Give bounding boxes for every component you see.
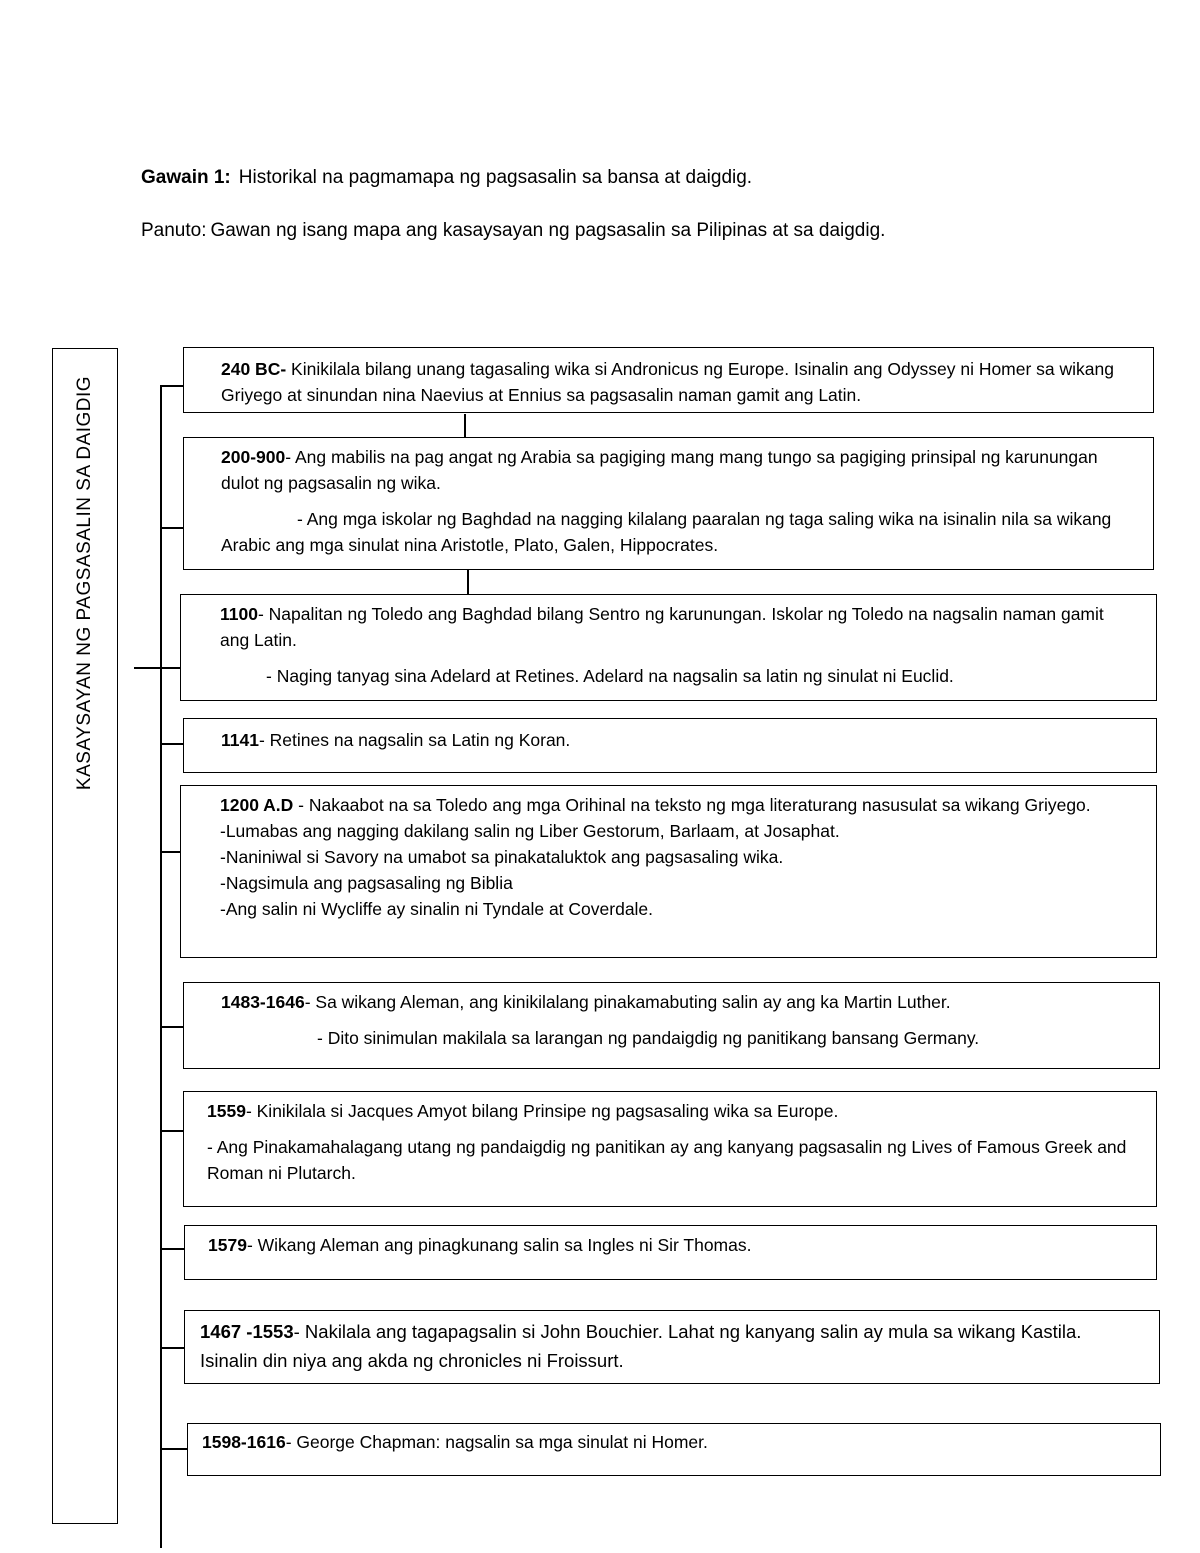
entry-year: 1467 -1553 [200, 1321, 294, 1342]
timeline-entry-1100 [180, 594, 1157, 701]
timeline-entry-1200ad [180, 785, 1157, 958]
entry-detail: - Ang Pinakamahalagang utang ng pandaigdig ng panitikan ay ang kanyang pagsasalin ng Lives of Famous Greek and Roman ni Plutarch. [207, 1137, 1127, 1183]
side-title: KASAYSAYAN NG PAGSASALIN SA DAIGDIG [74, 375, 95, 791]
timeline-entry-1598-1616 [187, 1423, 1161, 1476]
entry-text: Kinikilala bilang unang tagasaling wika si Andronicus ng Europe. Isinalin ang Odyssey ni Homer sa wikang Griyego at sinundan nina Naevius at Ennius sa pagsasalin naman gamit ang Latin. [221, 359, 1115, 405]
activity-label: Gawain 1: [141, 167, 231, 188]
entry-text: - Kinikilala si Jacques Amyot bilang Prinsipe ng pagsasaling wika sa Europe. [245, 1101, 839, 1121]
entry-line: -Lumabas ang nagging dakilang salin ng Liber Gestorum, Barlaam, at Josaphat. [220, 821, 840, 841]
instruction-label: Panuto: [141, 220, 207, 241]
timeline-entry-1483-1646 [183, 982, 1160, 1069]
timeline-entry-240bc [183, 347, 1154, 413]
entry-text: - Sa wikang Aleman, ang kinikilalang pinakamabuting salin ay ang ka Martin Luther. [304, 992, 951, 1012]
entry-line: -Nagsimula ang pagsasaling ng Biblia [220, 873, 513, 893]
entry-year: 1598-1616 [202, 1432, 286, 1452]
instruction-text: Gawan ng isang mapa ang kasaysayan ng pagsasalin sa Pilipinas at sa daigdig. [210, 220, 886, 241]
timeline-entry-1579 [184, 1225, 1157, 1280]
entry-text: - George Chapman: nagsalin sa mga sinulat ni Homer. [285, 1432, 708, 1452]
entry-year: 1559 [207, 1101, 246, 1121]
entry-text: - Ang mabilis na pag angat ng Arabia sa pagiging mang mang tungo sa pagiging prinsipal ng karunungan dulot ng pagsasalin ng wika. [221, 447, 1098, 493]
timeline-entry-1141 [183, 718, 1157, 773]
activity-title: Historikal na pagmamapa ng pagsasalin sa bansa at daigdig. [238, 167, 753, 188]
timeline-entry-200-900 [183, 437, 1154, 570]
entry-year: 200-900 [221, 447, 286, 467]
entry-line: -Ang salin ni Wycliffe ay sinalin ni Tyndale at Coverdale. [220, 899, 654, 919]
entry-year: 1579 [208, 1235, 247, 1255]
entry-text: - Napalitan ng Toledo ang Baghdad bilang Sentro ng karunungan. Iskolar ng Toledo na nagsalin naman gamit ang Latin. [220, 604, 1104, 650]
timeline-entry-1467-1553 [184, 1310, 1160, 1384]
entry-year: 1100 [220, 604, 258, 624]
entry-detail: - Naging tanyag sina Adelard at Retines. Adelard na nagsalin sa latin ng sinulat ni Euclid. [266, 666, 954, 686]
entry-text: - Nakilala ang tagapagsalin si John Bouchier. Lahat ng kanyang salin ay mula sa wikang Kastila. Isinalin din niya ang akda ng chronicles ni Froissurt. [200, 1321, 1082, 1371]
entry-year: 1141 [221, 730, 259, 750]
entry-detail: - Ang mga iskolar ng Baghdad na nagging kilalang paaralan ng taga saling wika na isinalin nila sa wikang Arabic ang mga sinulat nina Aristotle, Plato, Galen, Hippocrates. [221, 509, 1112, 555]
entry-text: - Retines na nagsalin sa Latin ng Koran. [258, 730, 571, 750]
entry-year: 240 BC- [221, 359, 287, 379]
entry-year: 1200 A.D [220, 795, 294, 815]
entry-detail: - Dito sinimulan makilala sa larangan ng pandaigdig ng panitikang bansang Germany. [317, 1028, 980, 1048]
timeline-entry-1559 [183, 1091, 1157, 1207]
entry-year: 1483-1646 [221, 992, 305, 1012]
entry-text: - Wikang Aleman ang pinagkunang salin sa Ingles ni Sir Thomas. [246, 1235, 752, 1255]
entry-line: -Naniniwal si Savory na umabot sa pinakataluktok ang pagsasaling wika. [220, 847, 784, 867]
entry-text: - Nakaabot na sa Toledo ang mga Orihinal na teksto ng mga literaturang nasusulat sa wikang Griyego. [293, 795, 1091, 815]
